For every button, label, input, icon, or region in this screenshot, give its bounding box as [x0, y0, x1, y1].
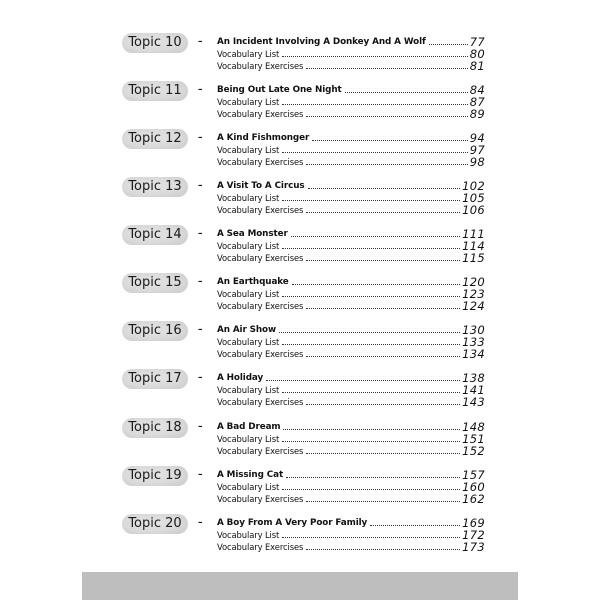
- toc-title-line[interactable]: [217, 324, 485, 336]
- dot-leader: [429, 43, 468, 45]
- page-number: 141: [462, 383, 485, 397]
- page-number: 173: [462, 540, 485, 554]
- page-number: 133: [462, 335, 485, 349]
- vocab-exercises-label: Vocabulary Exercises: [217, 542, 304, 552]
- dot-leader: [306, 307, 460, 309]
- page-number: 151: [462, 432, 485, 446]
- toc-title-line[interactable]: [217, 372, 485, 384]
- page-number: 87: [469, 95, 485, 109]
- toc-entry: [118, 321, 488, 365]
- toc-vocab-exercises-line[interactable]: [217, 445, 485, 457]
- vocab-list-label: Vocabulary List: [217, 193, 280, 203]
- separator-dash: –: [198, 277, 203, 287]
- page-number: 143: [462, 395, 485, 409]
- page-number: 80: [469, 47, 485, 61]
- topic-label: Topic 11: [122, 81, 188, 101]
- topic-title: An Air Show: [217, 325, 277, 335]
- topic-title: A Sea Monster: [217, 229, 288, 239]
- toc-vocab-exercises-line[interactable]: [217, 60, 485, 72]
- vocab-exercises-label: Vocabulary Exercises: [217, 109, 304, 119]
- page-number: 105: [462, 191, 485, 205]
- vocab-exercises-label: Vocabulary Exercises: [217, 349, 304, 359]
- page-number: 102: [462, 179, 485, 193]
- toc-title-line[interactable]: [217, 469, 485, 481]
- toc-vocab-list-line[interactable]: [217, 384, 485, 396]
- dot-leader: [306, 163, 467, 165]
- toc-vocab-exercises-line[interactable]: [217, 108, 485, 120]
- toc-title-line[interactable]: [217, 517, 485, 529]
- dot-leader: [282, 103, 468, 105]
- vocab-exercises-label: Vocabulary Exercises: [217, 446, 304, 456]
- vocab-exercises-label: Vocabulary Exercises: [217, 301, 304, 311]
- vocab-list-label: Vocabulary List: [217, 145, 280, 155]
- page-number: 162: [462, 492, 485, 506]
- toc-vocab-exercises-line[interactable]: [217, 156, 485, 168]
- topic-label: Topic 13: [122, 177, 188, 197]
- dot-leader: [306, 211, 460, 213]
- topic-title: A Bad Dream: [217, 422, 281, 432]
- dot-leader: [282, 55, 468, 57]
- dot-leader: [282, 151, 468, 153]
- topic-title: An Earthquake: [217, 277, 289, 287]
- separator-dash: –: [198, 229, 203, 239]
- toc-vocab-list-line[interactable]: [217, 48, 485, 60]
- topic-label: Topic 17: [122, 369, 188, 389]
- dot-leader: [306, 355, 460, 357]
- topic-label: Topic 16: [122, 321, 188, 341]
- dot-leader: [306, 259, 460, 261]
- page-number: 169: [462, 516, 485, 530]
- toc-title-line[interactable]: [217, 228, 485, 240]
- toc-vocab-list-line[interactable]: [217, 240, 485, 252]
- dot-leader: [282, 199, 460, 201]
- topic-title: A Visit To A Circus: [217, 181, 305, 191]
- toc-entry: [118, 418, 488, 462]
- toc-vocab-list-line[interactable]: [217, 481, 485, 493]
- topic-title: A Kind Fishmonger: [217, 133, 310, 143]
- separator-dash: –: [198, 373, 203, 383]
- topic-title: An Incident Involving A Donkey And A Wolf: [217, 37, 426, 47]
- page-number: 157: [462, 468, 485, 482]
- vocab-list-label: Vocabulary List: [217, 530, 280, 540]
- toc-vocab-list-line[interactable]: [217, 288, 485, 300]
- page-number: 124: [462, 299, 485, 313]
- dot-leader: [306, 500, 460, 502]
- vocab-list-label: Vocabulary List: [217, 434, 280, 444]
- toc-vocab-list-line[interactable]: [217, 96, 485, 108]
- page-number: 152: [462, 444, 485, 458]
- dot-leader: [292, 283, 460, 285]
- topic-title: A Missing Cat: [217, 470, 284, 480]
- separator-dash: –: [198, 470, 203, 480]
- toc-title-line[interactable]: [217, 180, 485, 192]
- vocab-list-label: Vocabulary List: [217, 49, 280, 59]
- separator-dash: –: [198, 133, 203, 143]
- topic-title: Being Out Late One Night: [217, 85, 342, 95]
- vocab-exercises-label: Vocabulary Exercises: [217, 205, 304, 215]
- page-number: 106: [462, 203, 485, 217]
- dot-leader: [279, 331, 460, 333]
- separator-dash: –: [198, 85, 203, 95]
- toc-vocab-exercises-line[interactable]: [217, 252, 485, 264]
- toc-entry: [118, 33, 488, 77]
- toc-entry: [118, 273, 488, 317]
- toc-entry: [118, 466, 488, 510]
- page-number: 120: [462, 275, 485, 289]
- toc-vocab-exercises-line[interactable]: [217, 204, 485, 216]
- dot-leader: [345, 91, 468, 93]
- page-number: 97: [469, 143, 485, 157]
- page-number: 81: [469, 59, 485, 73]
- dot-leader: [308, 187, 461, 189]
- topic-title: A Boy From A Very Poor Family: [217, 518, 368, 528]
- dot-leader: [282, 247, 460, 249]
- page-number: 111: [462, 227, 485, 241]
- separator-dash: –: [198, 37, 203, 47]
- dot-leader: [306, 115, 467, 117]
- toc-entry: [118, 225, 488, 269]
- footer-bar: [82, 572, 518, 600]
- dot-leader: [306, 67, 467, 69]
- toc-title-line[interactable]: [217, 276, 485, 288]
- page-number: 84: [469, 83, 485, 97]
- dot-leader: [306, 452, 460, 454]
- toc-vocab-exercises-line[interactable]: [217, 396, 485, 408]
- toc-entry: [118, 177, 488, 221]
- dot-leader: [282, 488, 460, 490]
- topic-label: Topic 20: [122, 514, 188, 534]
- toc-title-line[interactable]: [217, 132, 485, 144]
- toc-title-line[interactable]: [217, 84, 485, 96]
- dot-leader: [286, 476, 460, 478]
- toc-entry: [118, 81, 488, 125]
- toc-entry: [118, 369, 488, 413]
- vocab-list-label: Vocabulary List: [217, 289, 280, 299]
- toc-vocab-exercises-line[interactable]: [217, 493, 485, 505]
- toc-vocab-list-line[interactable]: [217, 144, 485, 156]
- vocab-list-label: Vocabulary List: [217, 97, 280, 107]
- toc-vocab-exercises-line[interactable]: [217, 348, 485, 360]
- dot-leader: [312, 139, 468, 141]
- topic-title: A Holiday: [217, 373, 264, 383]
- page-number: 138: [462, 371, 485, 385]
- page-number: 115: [462, 251, 485, 265]
- topic-label: Topic 18: [122, 418, 188, 438]
- toc-entry: [118, 514, 488, 558]
- dot-leader: [282, 391, 460, 393]
- toc-vocab-list-line[interactable]: [217, 433, 485, 445]
- toc-vocab-exercises-line[interactable]: [217, 541, 485, 553]
- dot-leader: [306, 403, 460, 405]
- page-number: 89: [469, 107, 485, 121]
- page-number: 123: [462, 287, 485, 301]
- vocab-list-label: Vocabulary List: [217, 241, 280, 251]
- toc-vocab-list-line[interactable]: [217, 192, 485, 204]
- separator-dash: –: [198, 422, 203, 432]
- separator-dash: –: [198, 181, 203, 191]
- dot-leader: [282, 343, 460, 345]
- dot-leader: [283, 428, 460, 430]
- topic-label: Topic 15: [122, 273, 188, 293]
- toc-vocab-exercises-line[interactable]: [217, 300, 485, 312]
- topic-label: Topic 19: [122, 466, 188, 486]
- toc-title-line[interactable]: [217, 421, 485, 433]
- vocab-exercises-label: Vocabulary Exercises: [217, 61, 304, 71]
- dot-leader: [291, 235, 460, 237]
- vocab-list-label: Vocabulary List: [217, 482, 280, 492]
- vocab-exercises-label: Vocabulary Exercises: [217, 157, 304, 167]
- separator-dash: –: [198, 325, 203, 335]
- dot-leader: [370, 524, 460, 526]
- toc-title-line[interactable]: [217, 36, 485, 48]
- page-number: 94: [469, 131, 485, 145]
- toc-vocab-list-line[interactable]: [217, 336, 485, 348]
- page-number: 148: [462, 420, 485, 434]
- toc-vocab-list-line[interactable]: [217, 529, 485, 541]
- toc-entry: [118, 129, 488, 173]
- topic-label: Topic 14: [122, 225, 188, 245]
- page-number: 98: [469, 155, 485, 169]
- dot-leader: [266, 379, 460, 381]
- vocab-list-label: Vocabulary List: [217, 337, 280, 347]
- vocab-exercises-label: Vocabulary Exercises: [217, 397, 304, 407]
- dot-leader: [306, 548, 460, 550]
- vocab-exercises-label: Vocabulary Exercises: [217, 253, 304, 263]
- page-number: 130: [462, 323, 485, 337]
- topic-label: Topic 12: [122, 129, 188, 149]
- dot-leader: [282, 295, 460, 297]
- page-number: 134: [462, 347, 485, 361]
- vocab-exercises-label: Vocabulary Exercises: [217, 494, 304, 504]
- page-number: 114: [462, 239, 485, 253]
- page-number: 172: [462, 528, 485, 542]
- dot-leader: [282, 440, 460, 442]
- topic-label: Topic 10: [122, 33, 188, 53]
- page-number: 160: [462, 480, 485, 494]
- vocab-list-label: Vocabulary List: [217, 385, 280, 395]
- dot-leader: [282, 536, 460, 538]
- separator-dash: –: [198, 518, 203, 528]
- page-number: 77: [469, 35, 485, 49]
